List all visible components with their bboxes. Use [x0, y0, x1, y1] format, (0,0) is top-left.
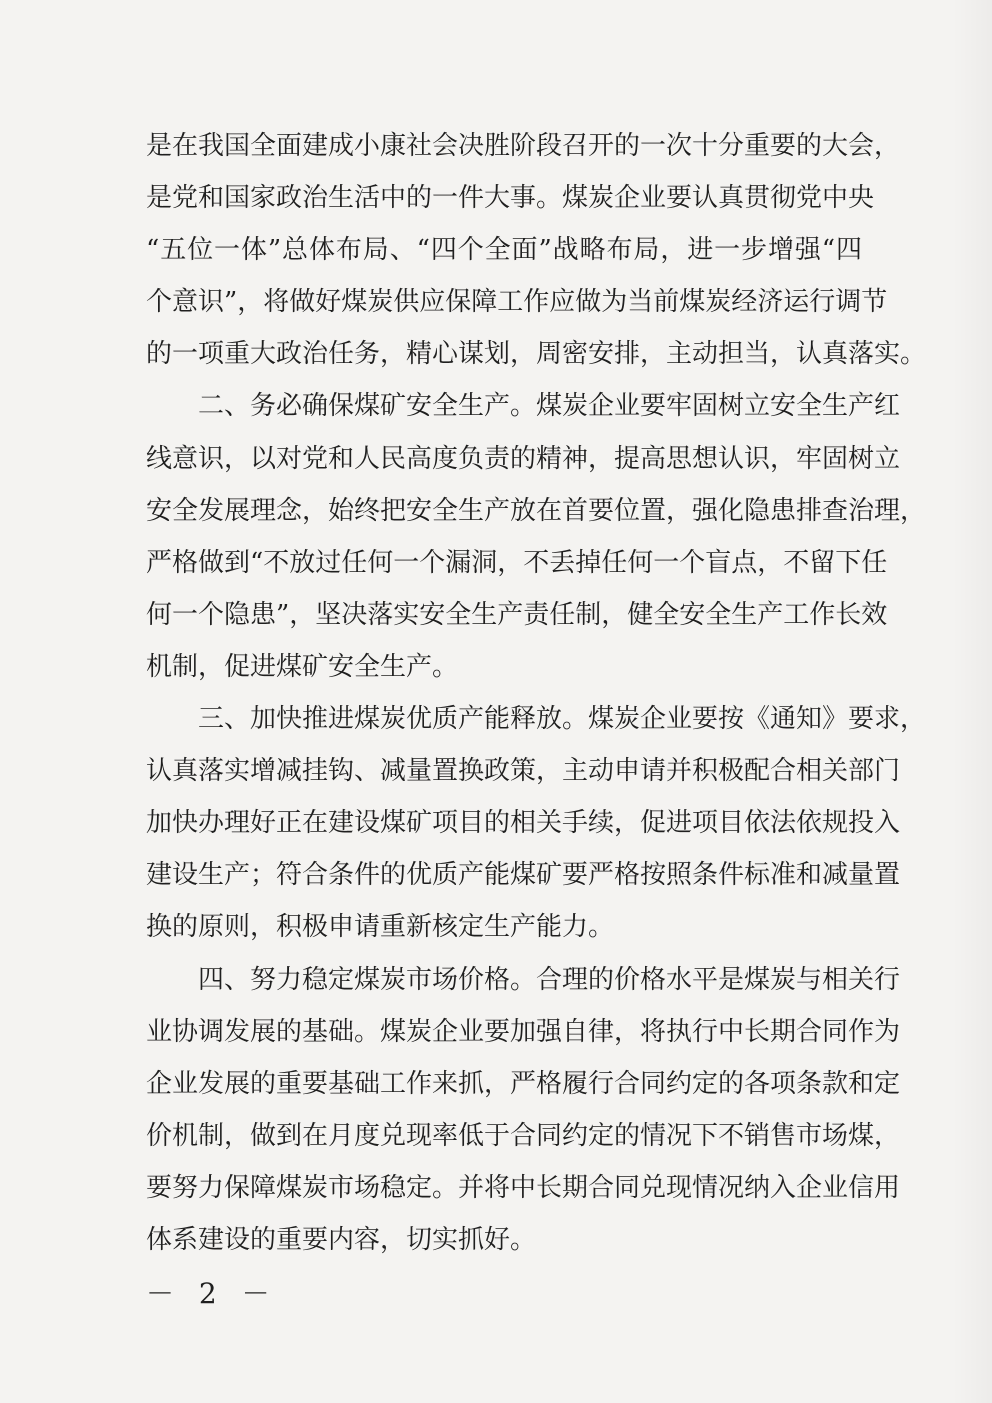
- text-line: 线意识，以对党和人民高度负责的精神，提高思想认识，牢固树立: [146, 443, 901, 474]
- section-heading-line: 二、务必确保煤矿安全生产。煤炭企业要牢固树立安全生产红: [198, 391, 901, 422]
- page-edge-shadow: [952, 0, 992, 1403]
- section-heading-line: 三、加快推进煤炭优质产能释放。煤炭企业要按《通知》要求，: [198, 704, 927, 735]
- text-line: 认真落实增减挂钩、减量置换政策，主动申请并积极配合相关部门: [146, 756, 901, 787]
- text-line: 严格做到“不放过任何一个漏洞，不丢掉任何一个盲点，不留下任: [146, 547, 888, 578]
- text-line: 企业发展的重要基础工作来抓，严格履行合同约定的各项条款和定: [146, 1068, 901, 1099]
- text-line: “五位一体”总体布局、“四个全面”战略布局，进一步增强“四: [146, 235, 862, 266]
- text-line: 业协调发展的基础。煤炭企业要加强自律，将执行中长期合同作为: [146, 1016, 901, 1047]
- document-body: [146, 124, 927, 1270]
- text-line: 价机制，做到在月度兑现率低于合同约定的情况下不销售市场煤，: [146, 1120, 901, 1151]
- text-line: 建设生产；符合条件的优质产能煤矿要严格按照条件标准和减量置: [146, 860, 901, 891]
- text-line: 何一个隐患”，坚决落实安全生产责任制，健全安全生产工作长效: [146, 599, 888, 630]
- text-line: 加快办理好正在建设煤矿项目的相关手续，促进项目依法依规投入: [146, 808, 901, 839]
- page-number: － 2 －: [146, 1277, 278, 1310]
- text-line: 的一项重大政治任务，精心谋划，周密安排，主动担当，认真落实。: [146, 339, 927, 370]
- section-heading-line: 四、努力稳定煤炭市场价格。合理的价格水平是煤炭与相关行: [198, 964, 901, 995]
- text-line: 安全发展理念，始终把安全生产放在首要位置，强化隐患排查治理，: [146, 495, 927, 526]
- text-line: 个意识”，将做好煤炭供应保障工作应做为当前煤炭经济运行调节: [146, 287, 888, 318]
- text-line: 机制，促进煤矿安全生产。: [146, 651, 459, 682]
- text-line: 换的原则，积极申请重新核定生产能力。: [146, 912, 615, 943]
- text-line: 是党和国家政治生活中的一件大事。煤炭企业要认真贯彻党中央: [146, 183, 875, 214]
- text-line: 是在我国全面建成小康社会决胜阶段召开的一次十分重要的大会，: [146, 131, 901, 161]
- text-line: 体系建设的重要内容，切实抓好。: [146, 1224, 537, 1255]
- text-line: 要努力保障煤炭市场稳定。并将中长期合同兑现情况纳入企业信用: [146, 1172, 901, 1203]
